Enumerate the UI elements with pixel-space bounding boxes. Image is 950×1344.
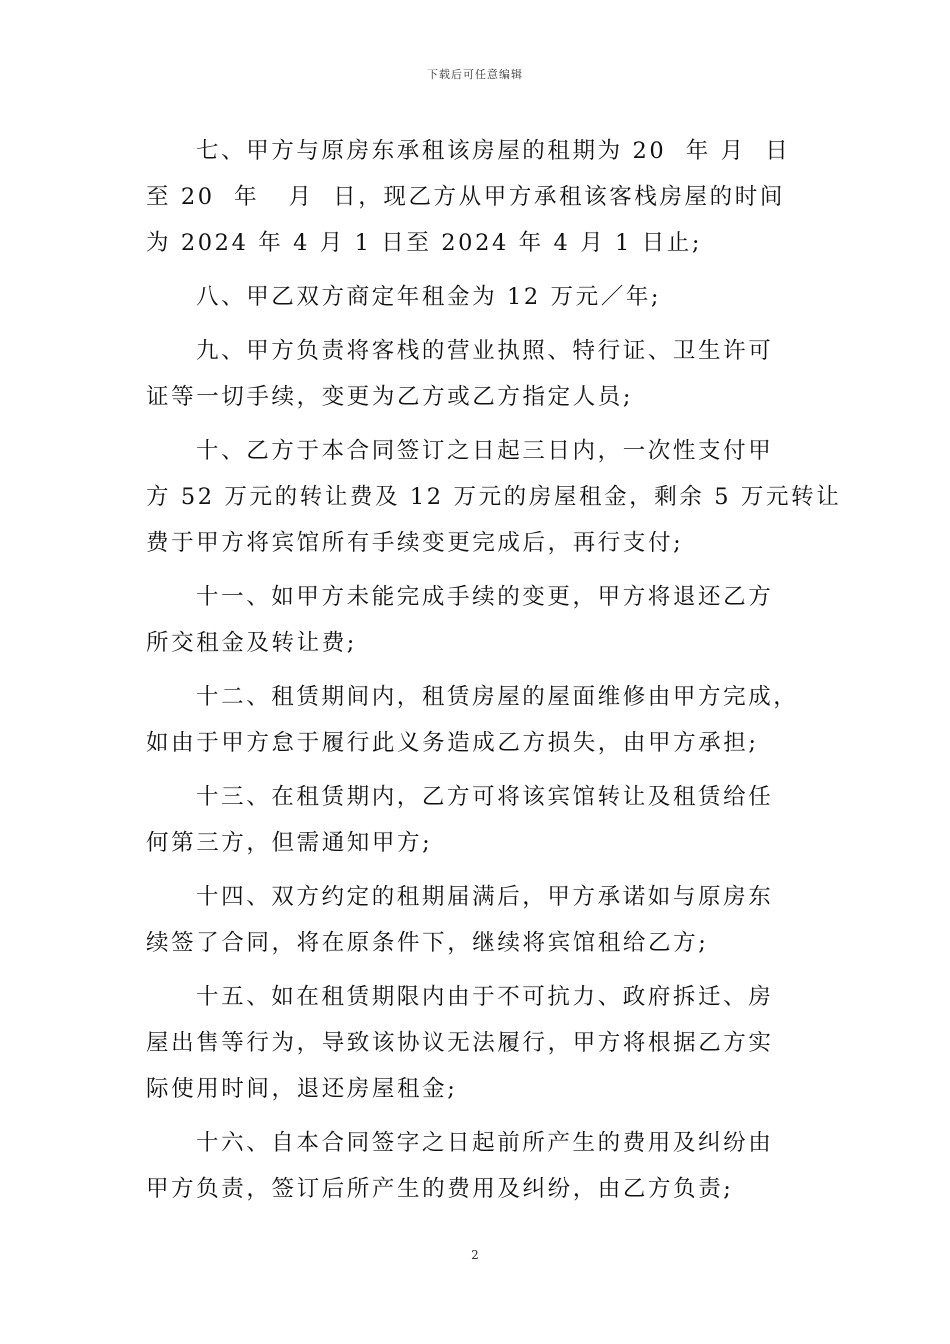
document-body: [146, 128, 842, 1212]
clause-11-line-1: 十一、如甲方未能完成手续的变更，甲方将退还乙方: [196, 584, 774, 610]
clause-7-line-3: 为 2024 年 4 月 1 日至 2024 年 4 月 1 日止;: [146, 230, 703, 256]
clause-14-line-1: 十四、双方约定的租期届满后，甲方承诺如与原房东: [196, 884, 774, 910]
clause-7-line-2: 至 20 年 月 日，现乙方从甲方承租该客栈房屋的时间: [146, 184, 785, 210]
clause-8-line-1: 八、甲乙双方商定年租金为 12 万元／年;: [196, 284, 662, 310]
clause-9-line-1: 九、甲方负责将客栈的营业执照、特行证、卫生许可: [196, 338, 774, 364]
clause-14-line-2: 续签了合同，将在原条件下，继续将宾馆租给乙方;: [146, 930, 709, 956]
clause-10-line-1: 十、乙方于本合同签订之日起三日内，一次性支付甲: [196, 438, 774, 464]
clause-12-line-1: 十二、租赁期间内，租赁房屋的屋面维修由甲方完成，: [196, 684, 799, 710]
clause-11-line-2: 所交租金及转让费;: [146, 630, 357, 656]
clause-16-line-2: 甲方负责，签订后所产生的费用及纠纷，由乙方负责;: [146, 1176, 734, 1202]
clause-15-line-3: 际使用时间，退还房屋租金;: [146, 1076, 458, 1102]
clause-10-line-2: 方 52 万元的转让费及 12 万元的房屋租金，剩余 5 万元转让: [146, 484, 842, 510]
clause-7-line-1: 七、甲方与原房东承租该房屋的租期为 20 年 月 日: [196, 138, 791, 164]
clause-15-line-2: 屋出售等行为，导致该协议无法履行，甲方将根据乙方实: [146, 1030, 774, 1056]
clause-10-line-3: 费于甲方将宾馆所有手续变更完成后，再行支付;: [146, 530, 684, 556]
clause-16-line-1: 十六、自本合同签字之日起前所产生的费用及纠纷由: [196, 1130, 774, 1156]
clause-9-line-2: 证等一切手续，变更为乙方或乙方指定人员;: [146, 384, 634, 410]
header-note: 下载后可任意编辑: [427, 68, 523, 81]
clause-15-line-1: 十五、如在租赁期限内由于不可抗力、政府拆迁、房: [196, 984, 774, 1010]
clause-12-line-2: 如由于甲方怠于履行此义务造成乙方损失，由甲方承担;: [146, 730, 759, 756]
clause-13-line-1: 十三、在租赁期内，乙方可将该宾馆转让及租赁给任: [196, 784, 774, 810]
page-number: 2: [471, 1248, 479, 1262]
clause-13-line-2: 何第三方，但需通知甲方;: [146, 830, 433, 856]
